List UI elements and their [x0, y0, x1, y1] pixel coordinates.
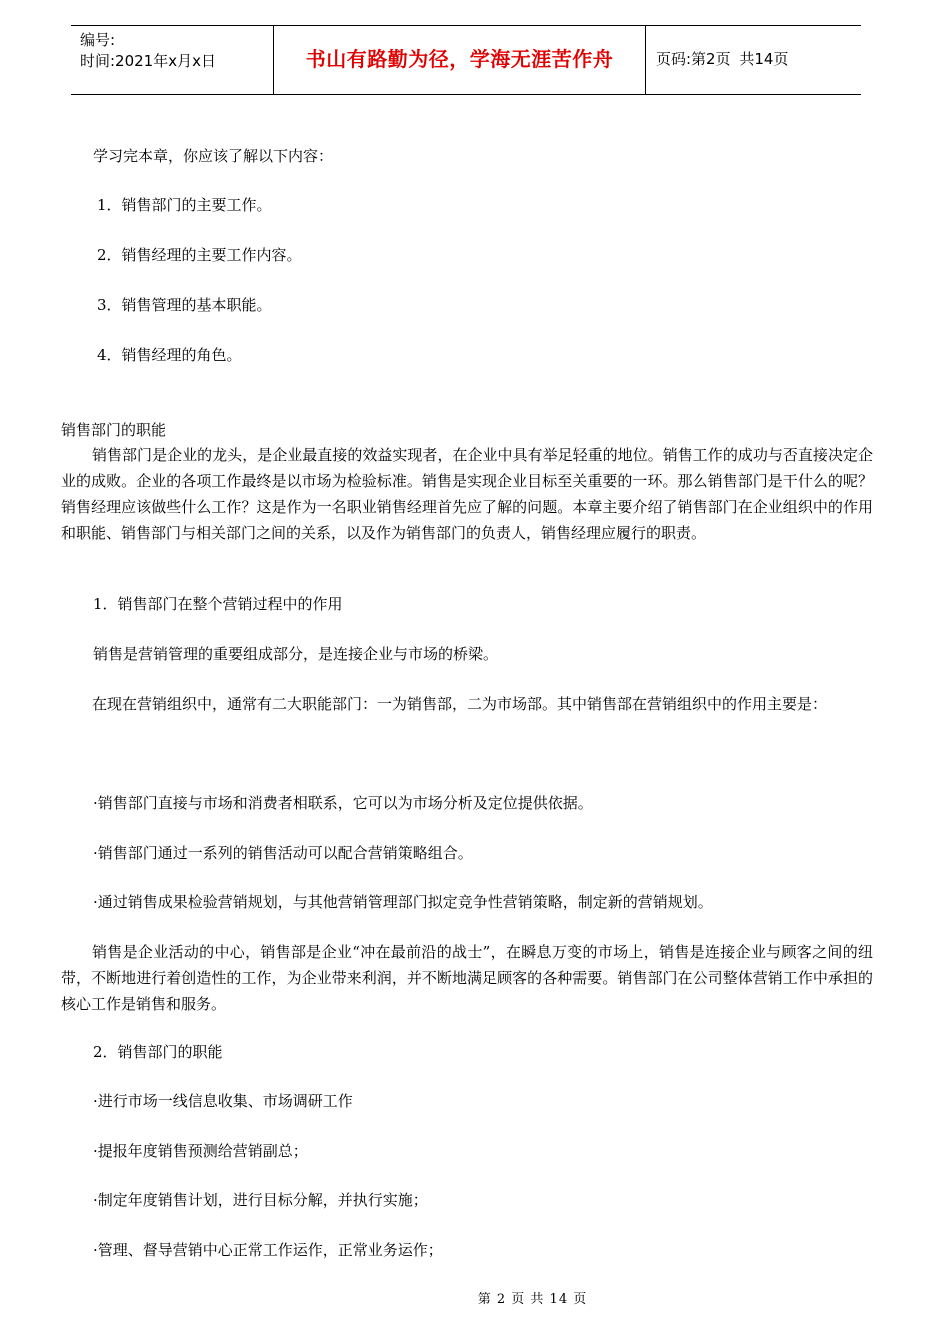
bullet-item: ·销售部门通过一系列的销售活动可以配合营销策略组合。 [93, 844, 473, 862]
subsection-title-functions: 2．销售部门的职能 [93, 1043, 223, 1061]
header-number-label: 编号: [80, 31, 116, 49]
paragraph: 销售是企业活动的中心，销售部是企业“冲在最前沿的战士”，在瞬息万变的市场上，销售是连接企业与顾客之间的纽带，不断地进行着创造性的工作，为企业带来利润，并不断地满足顾客的各种需要。销售部门在公司整体营销工作中承担的核心工作是销售和服务。 [61, 943, 873, 1013]
header-page-info [656, 49, 792, 70]
bullet-item: ·制定年度销售计划，进行目标分解，并执行实施； [93, 1191, 428, 1209]
header-page-label: 页码:第2页 [656, 50, 731, 68]
intro-text: 学习完本章，你应该了解以下内容： [93, 147, 334, 165]
bullet-item: ·管理、督导营销中心正常工作运作，正常业务运作； [93, 1241, 443, 1259]
page-header [71, 25, 861, 95]
objective-item: 1．销售部门的主要工作。 [97, 196, 272, 214]
bullet-item: ·通过销售成果检验营销规划，与其他营销管理部门拟定竞争性营销策略，制定新的营销规划。 [93, 893, 713, 911]
paragraph: 销售是营销管理的重要组成部分，是连接企业与市场的桥梁。 [93, 645, 499, 663]
section-title: 销售部门的职能 [61, 421, 167, 439]
objective-item: 4．销售经理的角色。 [97, 346, 242, 364]
objective-item: 2．销售经理的主要工作内容。 [97, 246, 302, 264]
page-footer: 第 2 页 共 14 页 [477, 1292, 588, 1307]
header-total-label: 共14页 [739, 50, 789, 68]
bullet-item: ·进行市场一线信息收集、市场调研工作 [93, 1092, 353, 1110]
subsection-title-role: 1．销售部门在整个营销过程中的作用 [93, 595, 343, 613]
header-motto: 书山有路勤为径，学海无涯苦作舟 [305, 47, 614, 71]
section-paragraph: 销售部门是企业的龙头，是企业最直接的效益实现者，在企业中具有举足轻重的地位。销售工作的成功与否直接决定企业的成败。企业的各项工作最终是以市场为检验标准。销售是实现企业目标至关重要的一环。那么销售部门是干什么的呢？销售经理应该做些什么工作？这是作为一名职业销售经理首先应了解的问题。本章主要介绍了销售部门在企业组织中的作用和职能、销售部门与相关部门之间的关系，以及作为销售部门的负责人，销售经理应履行的职责。 [61, 446, 873, 542]
bullet-item: ·销售部门直接与市场和消费者相联系，它可以为市场分析及定位提供依据。 [93, 794, 593, 812]
objective-item: 3．销售管理的基本职能。 [97, 296, 272, 314]
header-info [80, 30, 216, 72]
header-divider-right [645, 26, 646, 94]
header-time-label: 时间:2021年x月x日 [80, 52, 216, 70]
paragraph: 在现在营销组织中，通常有二大职能部门：一为销售部，二为市场部。其中销售部在营销组织中的作用主要是： [92, 695, 828, 713]
bullet-item: ·提报年度销售预测给营销副总； [93, 1142, 308, 1160]
